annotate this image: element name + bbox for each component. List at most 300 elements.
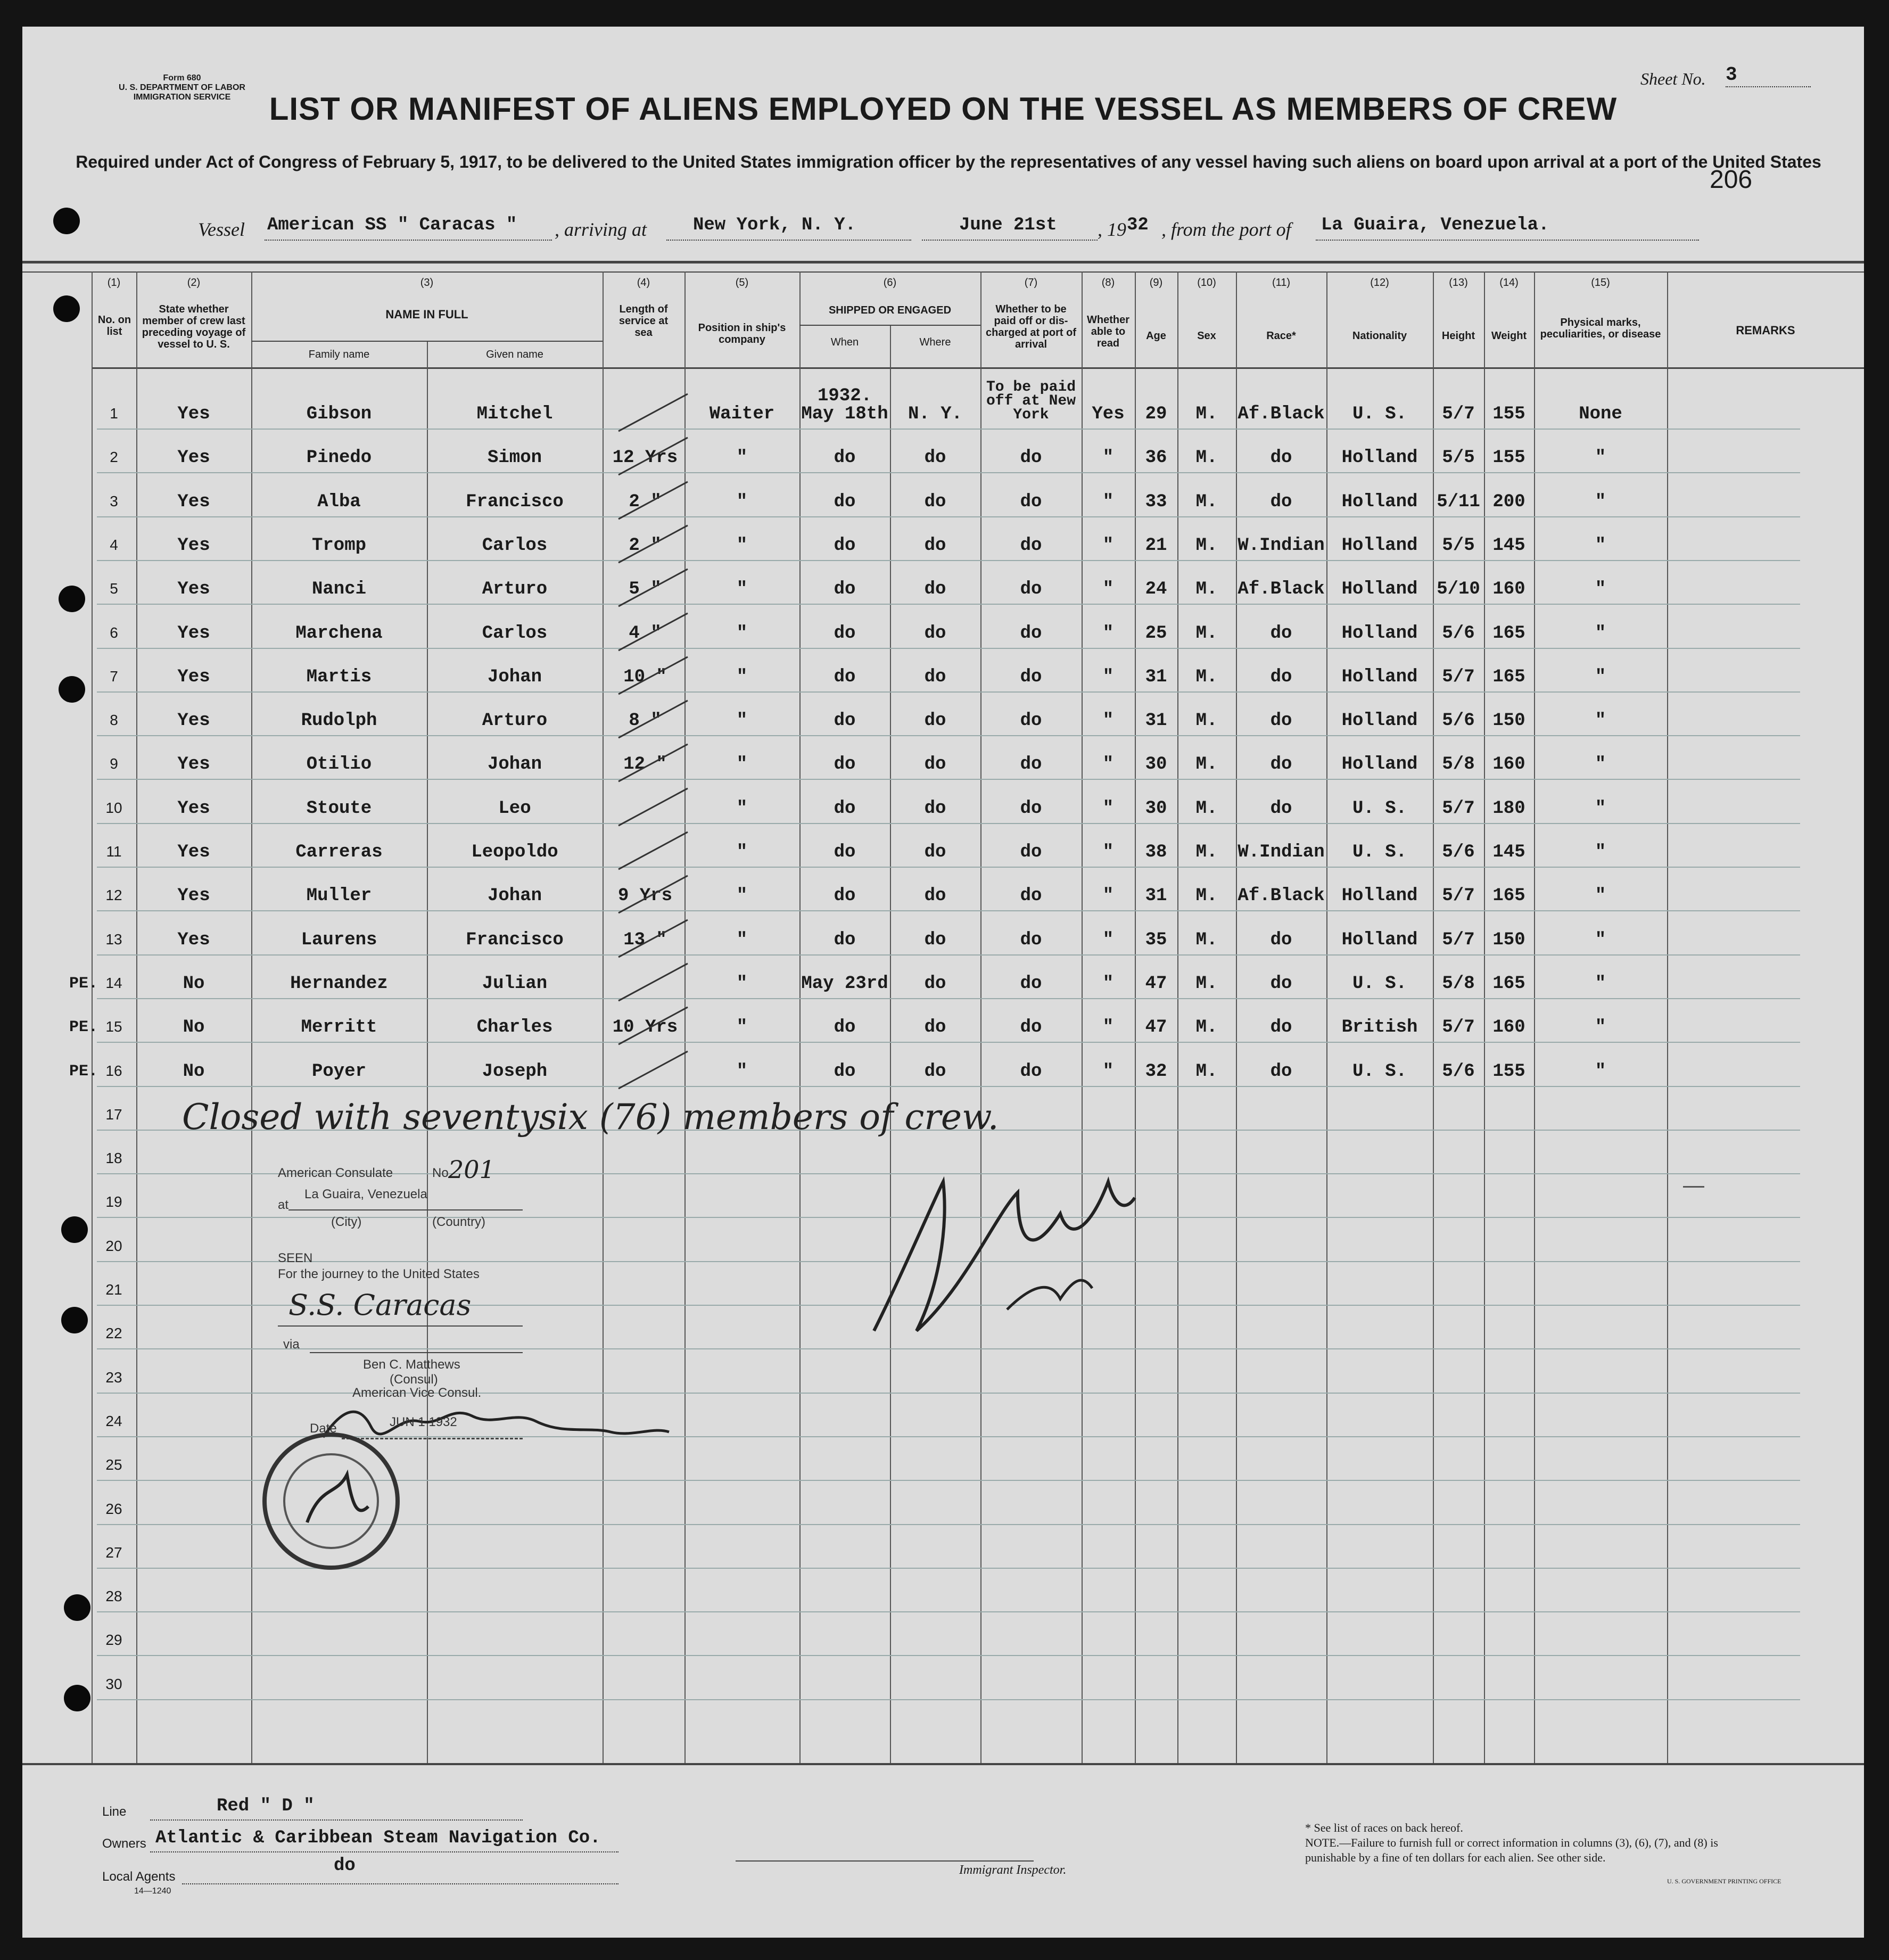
consulate-place: La Guaira, Venezuela [304,1187,427,1201]
cell-when: do [834,491,856,512]
punch-hole [64,1685,90,1711]
cell-marks: " [1595,886,1606,907]
inspector-label: Immigrant Inspector. [959,1863,1067,1877]
cell-read: " [1102,973,1114,994]
cell-prev-voyage: No [183,1017,205,1038]
cell-prev-voyage: Yes [177,666,210,687]
cell-prev-voyage: No [183,973,205,994]
col-head-race: Race* [1266,330,1296,342]
cell-family: Merritt [301,1017,377,1038]
col-head-age: Age [1146,330,1166,342]
cell-family: Pinedo [306,448,372,468]
cell-when: do [834,535,856,556]
cell-where: do [924,1061,946,1082]
cell-read: " [1102,666,1114,687]
cell-read: " [1102,929,1114,950]
cell-nationality: U. S. [1352,973,1407,994]
cell-when: do [834,886,856,907]
strike-mark [608,1002,693,1050]
col-head-paid-off: Whether to be paid off or dis-charged at port of arrival [985,303,1076,350]
cell-nationality: Holland [1341,666,1418,687]
cell-service: 9 Yrs [617,886,673,907]
col-head-no: No. on list [97,314,131,337]
col-num-6: (6) [883,277,897,289]
row-rule [97,648,1800,649]
cell-where: do [924,535,946,556]
cell-given: Carlos [482,623,548,644]
row-number: 12 [105,887,122,904]
cell-race: do [1270,623,1292,644]
cell-nationality: U. S. [1352,1061,1407,1082]
cell-given: Arturo [482,579,548,600]
row-rule [97,998,1800,999]
row-number: 5 [110,580,118,597]
strike-mark [608,432,693,480]
strike-mark [608,476,693,524]
cell-sex: M. [1195,579,1218,600]
strike-mark [608,958,693,1006]
cell-prev-voyage: Yes [177,491,210,512]
stamp-number: 206 [1710,166,1753,194]
cell-weight: 150 [1492,929,1525,950]
row-number: 21 [105,1281,122,1298]
strike-mark [608,915,693,962]
city-label: (City) [331,1215,362,1229]
cell-marks: " [1595,623,1606,644]
cell-height: 5/11 [1437,491,1480,512]
cell-height: 5/7 [1442,929,1475,950]
col-head-nationality: Nationality [1352,330,1407,342]
cell-age: 24 [1145,579,1167,600]
cell-prev-voyage: No [183,1061,205,1082]
cell-given: Johan [487,666,542,687]
cell-height: 5/6 [1442,711,1475,731]
strike-mark [608,695,693,743]
punch-hole [59,676,85,703]
cell-nationality: U. S. [1352,798,1407,819]
cell-prev-voyage: Yes [177,711,210,731]
cell-when: do [834,1061,856,1082]
consulate-no-value: 201 [448,1155,495,1184]
cell-marks: " [1595,973,1606,994]
cell-when: May 23rd [801,973,888,994]
strike-mark [608,389,693,437]
cell-race: W.Indian [1238,535,1325,556]
journey-label: For the journey to the United States [278,1267,480,1281]
strike-mark [608,1046,693,1094]
cell-service: 12 " [623,754,667,775]
cell-weight: 160 [1492,579,1525,600]
col-head-weight: Weight [1491,330,1527,342]
col-num-8: (8) [1101,277,1115,289]
cell-age: 35 [1145,929,1167,950]
cell-family: Alba [317,491,361,512]
cell-family: Rudolph [301,711,377,731]
consulate-at-label: at [278,1198,289,1212]
row-rule [97,823,1800,824]
row-number: 15 [105,1018,122,1035]
consul-name: Ben C. Matthews [363,1357,460,1372]
cell-service: 12 Yrs [612,448,678,468]
cell-position: " [736,754,748,775]
cell-race: do [1270,1017,1292,1038]
cell-given: Francisco [466,491,564,512]
cell-race: do [1270,754,1292,775]
cell-sex: M. [1195,666,1218,687]
cell-race: do [1270,929,1292,950]
cell-weight: 155 [1492,1061,1525,1082]
cell-when: do [834,798,856,819]
cell-given: Carlos [482,535,548,556]
cell-nationality: Holland [1341,711,1418,731]
races-note: * See list of races on back hereof. [1305,1821,1463,1834]
cell-weight: 160 [1492,754,1525,775]
col-num-9: (9) [1149,277,1163,289]
cell-where: do [924,886,946,907]
header-bottom-rule [92,367,1864,369]
cell-sex: M. [1195,973,1218,994]
cell-paid-off: do [1020,886,1042,907]
cell-given: Mitchel [476,404,553,424]
cell-weight: 145 [1492,842,1525,862]
departure-port: La Guaira, Venezuela. [1321,215,1549,235]
vessel-label: Vessel [198,219,245,240]
cell-read: " [1102,448,1114,468]
row-rule [97,867,1800,868]
punch-hole [61,1216,88,1243]
cell-race: Af.Black [1238,404,1325,424]
cell-position: " [736,535,748,556]
cell-given: Charles [476,1017,553,1038]
cell-service: 13 " [623,929,667,950]
row-number: 6 [110,624,118,641]
row-number: 29 [105,1632,122,1649]
cell-given: Francisco [466,929,564,950]
arrival-date: June 21st [959,215,1057,235]
row-number: 25 [105,1456,122,1473]
cell-paid-off: do [1020,842,1042,862]
row-number: 30 [105,1675,122,1692]
vessel-name: American SS " Caracas " [267,215,517,235]
cell-family: Stoute [306,798,372,819]
cell-read: " [1102,1061,1114,1082]
cell-given: Joseph [482,1061,548,1082]
footer-line-value: Red " D " [217,1796,315,1816]
strike-mark [608,870,693,918]
cell-paid-off: do [1020,754,1042,775]
row-rule [97,472,1800,473]
col-head-position: Position in ship's company [698,322,786,345]
cell-read: " [1102,798,1114,819]
footer-form-code: 14—1240 [134,1887,171,1896]
cell-given: Julian [482,973,548,994]
cell-given: Johan [487,754,542,775]
cell-when-year: 1932. [817,386,872,406]
cell-position: Waiter [709,404,775,424]
table-bottom-rule [22,1763,1864,1765]
cell-weight: 155 [1492,448,1525,468]
cell-read: " [1102,886,1114,907]
row-rule [97,910,1800,911]
footer-owners-value: Atlantic & Caribbean Steam Navigation Co. [155,1828,601,1848]
cell-weight: 200 [1492,491,1525,512]
arriving-port: New York, N. Y. [693,215,856,235]
cell-where: do [924,666,946,687]
row-number: 9 [110,755,118,772]
cell-height: 5/7 [1442,666,1475,687]
cell-age: 21 [1145,535,1167,556]
cell-sex: M. [1195,798,1218,819]
fine-note: NOTE.—Failure to furnish full or correct information in columns (3), (6), (7), and (8) is punishable by a fine of ten dollars for each alien. See other side. [1305,1836,1718,1864]
cell-age: 33 [1145,491,1167,512]
col-num-15: (15) [1591,277,1610,289]
row-prefix: PE. [69,1018,98,1037]
cell-age: 47 [1145,973,1167,994]
footer-agents-rule [182,1883,618,1884]
punch-hole [53,208,80,234]
date-label: Date [310,1421,337,1436]
cell-prev-voyage: Yes [177,404,210,424]
col-head-sex: Sex [1197,330,1216,342]
consulate-seal [257,1427,406,1576]
cell-age: 38 [1145,842,1167,862]
punch-hole [61,1307,88,1333]
row-number: 18 [105,1150,122,1167]
cell-position: " [736,623,748,644]
cell-age: 36 [1145,448,1167,468]
cell-where: do [924,1017,946,1038]
cell-paid-off: do [1020,1017,1042,1038]
cell-where: do [924,973,946,994]
row-prefix: PE. [69,974,98,993]
cell-height: 5/10 [1437,579,1480,600]
cell-height: 5/5 [1442,535,1475,556]
col-head-height: Height [1441,330,1475,342]
cell-when: May 18th [801,404,888,424]
cell-where: do [924,623,946,644]
cell-prev-voyage: Yes [177,535,210,556]
via-line [310,1352,523,1353]
consul-title: American Vice Consul. [352,1386,482,1400]
cell-height: 5/7 [1442,798,1475,819]
cell-marks: None [1579,404,1622,424]
punch-hole [59,586,85,612]
consul-label: (Consul) [390,1372,438,1387]
row-prefix: PE. [69,1062,98,1081]
cell-nationality: Holland [1341,929,1418,950]
cell-prev-voyage: Yes [177,579,210,600]
cell-family: Muller [306,886,372,907]
cell-nationality: U. S. [1352,842,1407,862]
cell-read: " [1102,623,1114,644]
cell-position: " [736,711,748,731]
cell-paid-off: do [1020,491,1042,512]
row-number: 4 [110,536,118,553]
col-head-name: NAME IN FULL [385,308,468,321]
sheet-number-line [1726,86,1811,87]
row-rule [97,1086,1800,1087]
cell-service: 2 " [629,491,662,512]
cell-race: W.Indian [1238,842,1325,862]
row-number: 8 [110,712,118,729]
cell-family: Gibson [306,404,372,424]
cell-service: 10 " [623,666,667,687]
col-head-family: Family name [308,349,370,360]
row-rule [97,1042,1800,1043]
col-head-when: When [830,336,859,348]
cell-race: do [1270,448,1292,468]
cell-marks: " [1595,711,1606,731]
table-top-rule-2 [22,271,1864,273]
col-head-prev-voyage: State whether member of crew last preceding voyage of vessel to U. S. [142,303,246,350]
cell-family: Martis [306,666,372,687]
cell-height: 5/6 [1442,623,1475,644]
cell-race: do [1270,666,1292,687]
cell-where: do [924,579,946,600]
from-port-label: , from the port of [1161,219,1291,240]
col-num-1: (1) [107,277,121,289]
place-line [288,1209,523,1210]
cell-family: Laurens [301,929,377,950]
punch-hole [53,295,80,322]
cell-marks: " [1595,535,1606,556]
cell-prev-voyage: Yes [177,623,210,644]
consulate-label: American Consulate [278,1166,393,1180]
cell-prev-voyage: Yes [177,448,210,468]
footer-agents-label: Local Agents [102,1870,176,1884]
cell-height: 5/8 [1442,754,1475,775]
shipped-sub-rule [799,325,980,326]
cell-height: 5/7 [1442,1017,1475,1038]
cell-family: Marchena [295,623,383,644]
cell-race: Af.Black [1238,579,1325,600]
row-rule [97,735,1800,736]
cell-sex: M. [1195,1061,1218,1082]
date-line [922,240,1098,241]
row-number: 2 [110,449,118,466]
row-number: 17 [105,1106,122,1123]
cell-marks: " [1595,929,1606,950]
col-num-11: (11) [1272,277,1291,289]
cell-sex: M. [1195,404,1218,424]
country-label: (Country) [432,1215,486,1229]
cell-when: do [834,711,856,731]
cell-where: N. Y. [908,404,963,424]
cell-height: 5/7 [1442,886,1475,907]
col-num-4: (4) [637,277,650,289]
cell-position: " [736,1017,748,1038]
cell-where: do [924,842,946,862]
row-number: 24 [105,1412,122,1429]
col-head-service: Length of service at sea [618,303,669,339]
strike-mark [608,783,693,831]
cell-height: 5/6 [1442,842,1475,862]
row-rule [97,1611,1800,1612]
cell-sex: M. [1195,929,1218,950]
seen-label: SEEN [278,1251,313,1265]
row-number: 26 [105,1500,122,1517]
row-number: 3 [110,492,118,509]
cell-service: 10 Yrs [612,1017,678,1038]
col-num-7: (7) [1024,277,1038,289]
strike-mark [608,827,693,875]
cell-when: do [834,1017,856,1038]
printing-office: U. S. GOVERNMENT PRINTING OFFICE [1667,1877,1781,1885]
form-number: Form 680 [163,73,201,83]
cell-where: do [924,754,946,775]
cell-where: do [924,448,946,468]
cell-race: do [1270,711,1292,731]
year-prefix: , 19 [1098,219,1126,240]
cell-height: 5/7 [1442,404,1475,424]
row-rule [97,1655,1800,1656]
row-rule [97,516,1800,517]
arriving-line [666,240,911,241]
cell-given: Leo [498,798,531,819]
cell-position: " [736,491,748,512]
cell-nationality: Holland [1341,535,1418,556]
footer-owners-label: Owners [102,1837,146,1851]
col-num-14: (14) [1499,277,1519,289]
department: U. S. DEPARTMENT OF LABOR [119,83,245,92]
cell-family: Otilio [306,754,372,775]
row-number: 23 [105,1369,122,1386]
cell-sex: M. [1195,448,1218,468]
footer-line-label: Line [102,1805,127,1819]
col-head-given: Given name [486,349,543,360]
cell-age: 31 [1145,711,1167,731]
cell-age: 47 [1145,1017,1167,1038]
cell-age: 31 [1145,886,1167,907]
name-sub-rule [251,341,603,342]
cell-weight: 160 [1492,1017,1525,1038]
cell-read: " [1102,842,1114,862]
col-line [1667,271,1668,1763]
cell-given: Arturo [482,711,548,731]
cell-race: do [1270,1061,1292,1082]
sheet-label: Sheet No. [1640,69,1706,88]
page-title: LIST OR MANIFEST OF ALIENS EMPLOYED ON THE VESSEL AS MEMBERS OF CREW [269,91,1618,127]
consulate-no-label: No [432,1166,449,1180]
cell-sex: M. [1195,754,1218,775]
cell-weight: 155 [1492,404,1525,424]
cell-weight: 180 [1492,798,1525,819]
cell-sex: M. [1195,535,1218,556]
cell-read: " [1102,711,1114,731]
cell-family: Hernandez [290,973,388,994]
cell-prev-voyage: Yes [177,929,210,950]
cell-prev-voyage: Yes [177,886,210,907]
col-num-2: (2) [187,277,201,289]
cell-when: do [834,842,856,862]
cell-given: Leopoldo [471,842,558,862]
row-number: 7 [110,668,118,685]
closing-note: Closed with seventysix (76) members of crew. [182,1097,999,1138]
cell-service: 8 " [629,711,662,731]
cell-paid-off: do [1020,623,1042,644]
cell-age: 29 [1145,404,1167,424]
cell-position: " [736,973,748,994]
cell-family: Nanci [311,579,367,600]
via-label: via [283,1337,300,1352]
col-head-marks: Physical marks, peculiarities, or disease [1540,317,1661,340]
col-head-shipped: SHIPPED OR ENGAGED [828,304,952,316]
cell-sex: M. [1195,1017,1218,1038]
cell-paid-off: do [1020,666,1042,687]
cell-service: 4 " [629,623,662,644]
row-number: 19 [105,1193,122,1210]
cell-age: 31 [1145,666,1167,687]
